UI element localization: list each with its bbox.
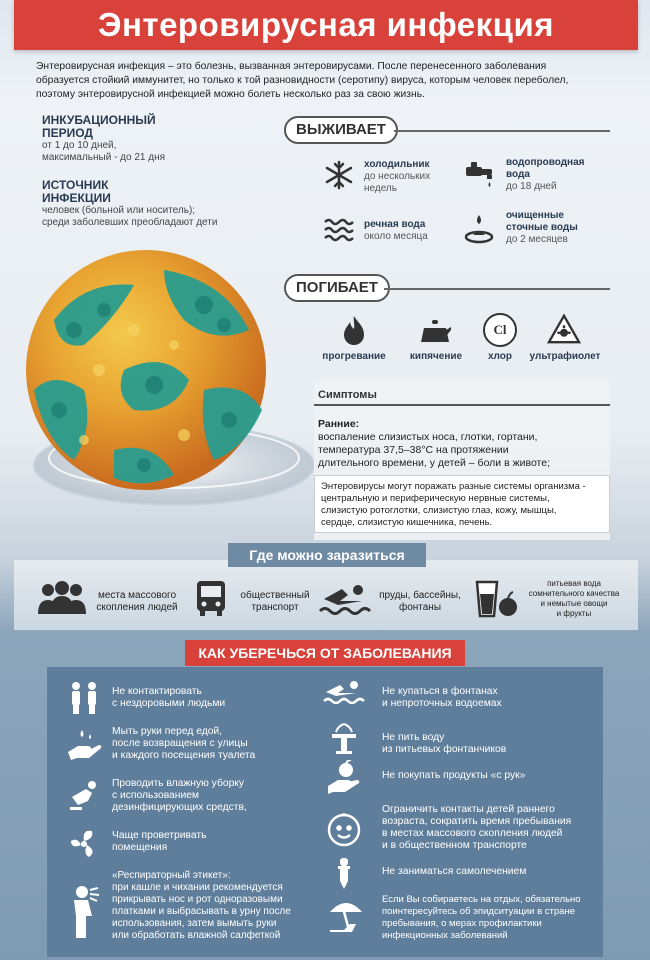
tip-line: поинтересуйтесь об эпидситуации в стране — [382, 906, 575, 917]
divider — [314, 404, 610, 406]
tip-line: и каждого посещения туалета — [112, 750, 256, 761]
where-label: транспорт — [251, 602, 299, 613]
survives-heading: ВЫЖИВАЕТ — [284, 116, 398, 144]
intro-paragraph — [36, 60, 626, 102]
where-item — [374, 590, 466, 614]
survives-item — [506, 210, 606, 246]
where-label: и фрукты — [556, 609, 592, 618]
tip-line: возраста, сократить время пребывания — [382, 816, 572, 827]
survives-label: водопроводная — [506, 157, 585, 168]
protect-tip — [382, 866, 592, 878]
tip-line: и непроточных водоемах — [382, 698, 502, 709]
dies-label: ультрафиолет — [529, 351, 601, 362]
protect-tip — [112, 778, 302, 814]
protect-tip — [382, 804, 598, 852]
intro-line: Энтеровирусная инфекция – это болезнь, вызванная энтеровирусами. После перенесенного заболевания — [36, 61, 547, 72]
tip-line: Не пить воду — [382, 732, 445, 743]
symptoms-box-line: Энтеровирусы могут поражать разные системы организма - — [321, 481, 586, 492]
sneeze-icon — [66, 884, 102, 940]
fan-icon — [66, 826, 102, 862]
symptoms-box-line: слизистую ротоглотки, слизистую глаз, кожу, мышцы, — [321, 505, 557, 516]
tip-line: из питьевых фонтанчиков — [382, 744, 507, 755]
crowd-icon — [36, 578, 88, 618]
source-text: человек (больной или носитель); — [42, 205, 196, 216]
divider — [394, 130, 610, 132]
pipette-icon — [326, 856, 362, 892]
symptoms-line: температура 37,5–38°С на протяжении — [318, 444, 509, 456]
protect-tip — [112, 726, 302, 762]
survives-value: до 2 месяцев — [506, 234, 568, 245]
incubation-text: максимальный - до 21 дня — [42, 152, 166, 163]
where-heading: Где можно заразиться — [228, 543, 426, 567]
tip-line: помещения — [112, 842, 168, 853]
where-label: пруды, бассейны, — [379, 590, 461, 601]
survives-value: недель — [364, 183, 397, 194]
source-title: ИНФЕКЦИИ — [42, 191, 111, 205]
tip-line: Мыть руки перед едой, — [112, 726, 223, 737]
survives-label: речная вода — [364, 219, 426, 230]
tip-line: пребывания, о мерах профилактики — [382, 918, 542, 929]
tip-line: Чаще проветривать — [112, 830, 207, 841]
tip-line: использования, затем вымыть руки — [112, 918, 277, 929]
people-icon — [66, 680, 102, 716]
where-label: фонтаны — [398, 602, 442, 613]
tip-line: Не покупать продукты «с рук» — [382, 770, 526, 781]
tip-line: дезинфицирующих средств, — [112, 802, 247, 813]
survives-item — [364, 219, 454, 243]
tip-line: с нездоровыми людьми — [112, 698, 226, 709]
tip-line: при кашле и чихании рекомендуется — [112, 882, 283, 893]
incubation-title: ПЕРИОД — [42, 126, 93, 140]
tip-line: после возвращения с улицы — [112, 738, 248, 749]
page-title: Энтеровирусная инфекция — [14, 0, 638, 50]
survives-label: холодильник — [364, 159, 430, 170]
incubation-title: ИНКУБАЦИОННЫЙ — [42, 113, 156, 127]
waves-icon — [322, 213, 356, 247]
intro-line: образуется стойкий иммунитет, но только к той разновидности (серотипу) вируса, которым человек переболел, — [36, 75, 569, 86]
survives-value: до нескольких — [364, 171, 431, 182]
symptoms-box-line: сердце, слизистую кишечника, печень. — [321, 517, 493, 528]
protect-tip — [382, 770, 592, 782]
symptoms-box-line: центральную и периферическую нервные системы, — [321, 493, 550, 504]
where-item — [522, 579, 626, 619]
fountain-icon — [326, 720, 362, 756]
beach-umbrella-icon — [326, 896, 366, 936]
tip-line: Не заниматься самолечением — [382, 866, 527, 877]
source-block — [42, 179, 282, 229]
tip-line: и в общественном транспорте — [382, 840, 527, 851]
handwash-icon — [66, 728, 102, 764]
tip-line: или обработать влажной салфеткой — [112, 930, 281, 941]
flame-icon — [337, 313, 371, 347]
symptoms-info-box — [314, 475, 610, 533]
intro-line: поэтому энтеровирусной инфекцией можно болеть несколько раз за свою жизнь. — [36, 89, 425, 100]
survives-item — [364, 159, 454, 195]
cleaning-icon — [66, 777, 102, 813]
protect-heading: КАК УБЕРЕЧЬСЯ ОТ ЗАБОЛЕВАНИЯ — [185, 640, 465, 666]
dies-label: прогревание — [322, 351, 386, 362]
survives-label: вода — [506, 169, 530, 180]
dies-heading: ПОГИБАЕТ — [284, 274, 390, 302]
swimmer-icon — [318, 580, 374, 616]
incubation-text: от 1 до 10 дней, — [42, 140, 117, 151]
dies-label: хлор — [488, 351, 512, 362]
tip-line: платками и выбрасывать в урну после — [112, 906, 291, 917]
hand-apple-icon — [326, 760, 362, 796]
survives-label: сточные воды — [506, 222, 578, 233]
where-label: сомнительного качества — [528, 589, 620, 598]
divider — [384, 288, 610, 290]
tip-line: прикрывать нос и рот одноразовыми — [112, 894, 283, 905]
tip-line: с использованием — [112, 790, 200, 801]
where-label: общественный — [240, 590, 310, 601]
survives-label: очищенные — [506, 210, 564, 221]
protect-tip — [382, 686, 592, 710]
tap-icon — [462, 158, 496, 192]
protect-tip — [382, 894, 604, 942]
tip-line: Не купаться в фонтанах — [382, 686, 498, 697]
source-title: ИСТОЧНИК — [42, 178, 109, 192]
where-label: скопления людей — [96, 602, 178, 613]
incubation-block — [42, 114, 262, 164]
snowflake-icon — [322, 158, 356, 192]
bus-icon — [194, 578, 228, 618]
survives-value: около месяца — [364, 231, 428, 242]
where-label: питьевая вода — [547, 579, 601, 588]
where-label: места массового — [97, 590, 177, 601]
where-label: и немытые овощи — [540, 599, 608, 608]
kettle-icon — [418, 315, 452, 349]
protect-tip — [382, 732, 592, 756]
tip-line: Если Вы собираетесь на отдых, обязательно — [382, 894, 581, 905]
chlorine-icon: Cl — [483, 313, 517, 347]
survives-item — [506, 157, 606, 193]
virus-illustration — [14, 250, 314, 545]
where-item — [234, 590, 316, 614]
symptoms-line: длительного времени, у детей – боли в животе; — [318, 457, 550, 469]
baby-icon — [326, 812, 362, 848]
survives-value: до 18 дней — [506, 181, 557, 192]
uv-icon — [547, 312, 581, 346]
tip-line: «Респираторный этикет»: — [112, 870, 231, 881]
dies-label: кипячение — [409, 351, 463, 362]
glass-apple-icon — [474, 578, 518, 618]
symptoms-early — [318, 418, 608, 470]
tip-line: Проводить влажную уборку — [112, 778, 245, 789]
protect-tip — [112, 830, 302, 854]
tip-line: в местах массового скопления людей — [382, 828, 563, 839]
drop-icon — [462, 212, 496, 246]
tip-line: Ограничить контакты детей раннего — [382, 804, 555, 815]
symptoms-early-title: Ранние: — [318, 418, 360, 430]
no-swim-icon — [322, 680, 366, 704]
protect-tip — [112, 870, 308, 942]
tip-line: Не контактировать — [112, 686, 202, 697]
tip-line: инфекционных заболеваний — [382, 930, 508, 941]
source-text: среди заболевших преобладают дети — [42, 217, 218, 228]
where-item — [92, 590, 182, 614]
protect-tip — [112, 686, 302, 710]
symptoms-heading: Симптомы — [318, 389, 377, 401]
symptoms-line: воспаление слизистых носа, глотки, гортани, — [318, 431, 538, 443]
